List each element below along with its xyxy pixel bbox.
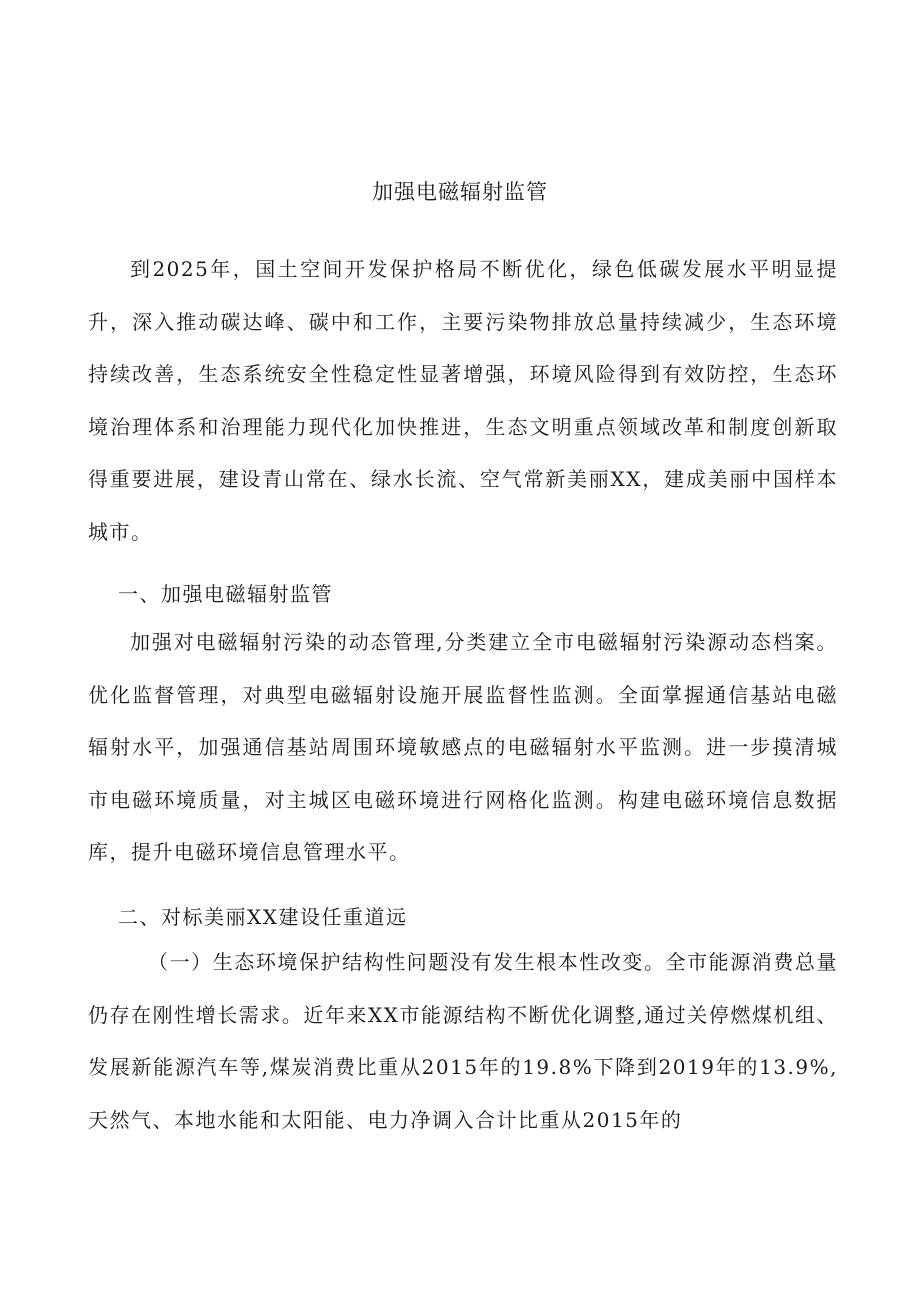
section-2-heading: 二、对标美丽XX建设任重道远 — [118, 905, 408, 929]
document-title: 加强电磁辐射监管 — [372, 180, 548, 204]
section-2-paragraph: （一）生态环境保护结构性问题没有发生根本性改变。全市能源消费总量仍存在刚性增长需求。近年来XX市能源结构不断优化调整,通过关停燃煤机组、发展新能源汽车等,煤炭消费比重从2015年的19.8%下降到2019年的13.9%,天然气、本地水能和太阳能、电力净调入合计比重从2015年的 — [88, 950, 838, 1132]
section-1-paragraph: 加强对电磁辐射污染的动态管理,分类建立全市电磁辐射污染源动态档案。优化监督管理，对典型电磁辐射设施开展监督性监测。全面掌握通信基站电磁辐射水平，加强通信基站周围环境敏感点的电磁辐射水平监测。进一步摸清城市电磁环境质量，对主城区电磁环境进行网格化监测。构建电磁环境信息数据库，提升电磁环境信息管理水平。 — [88, 630, 838, 864]
section-1-heading: 一、加强电磁辐射监管 — [118, 582, 333, 606]
intro-paragraph: 到2025年，国土空间开发保护格局不断优化，绿色低碳发展水平明显提升，深入推动碳达峰、碳中和工作，主要污染物排放总量持续减少，生态环境持续改善，生态系统安全性稳定性显著增强，环境风险得到有效防控，生态环境治理体系和治理能力现代化加快推进，生态文明重点领域改革和制度创新取得重要进展，建设青山常在、绿水长流、空气常新美丽XX，建成美丽中国样本城市。 — [88, 257, 838, 544]
